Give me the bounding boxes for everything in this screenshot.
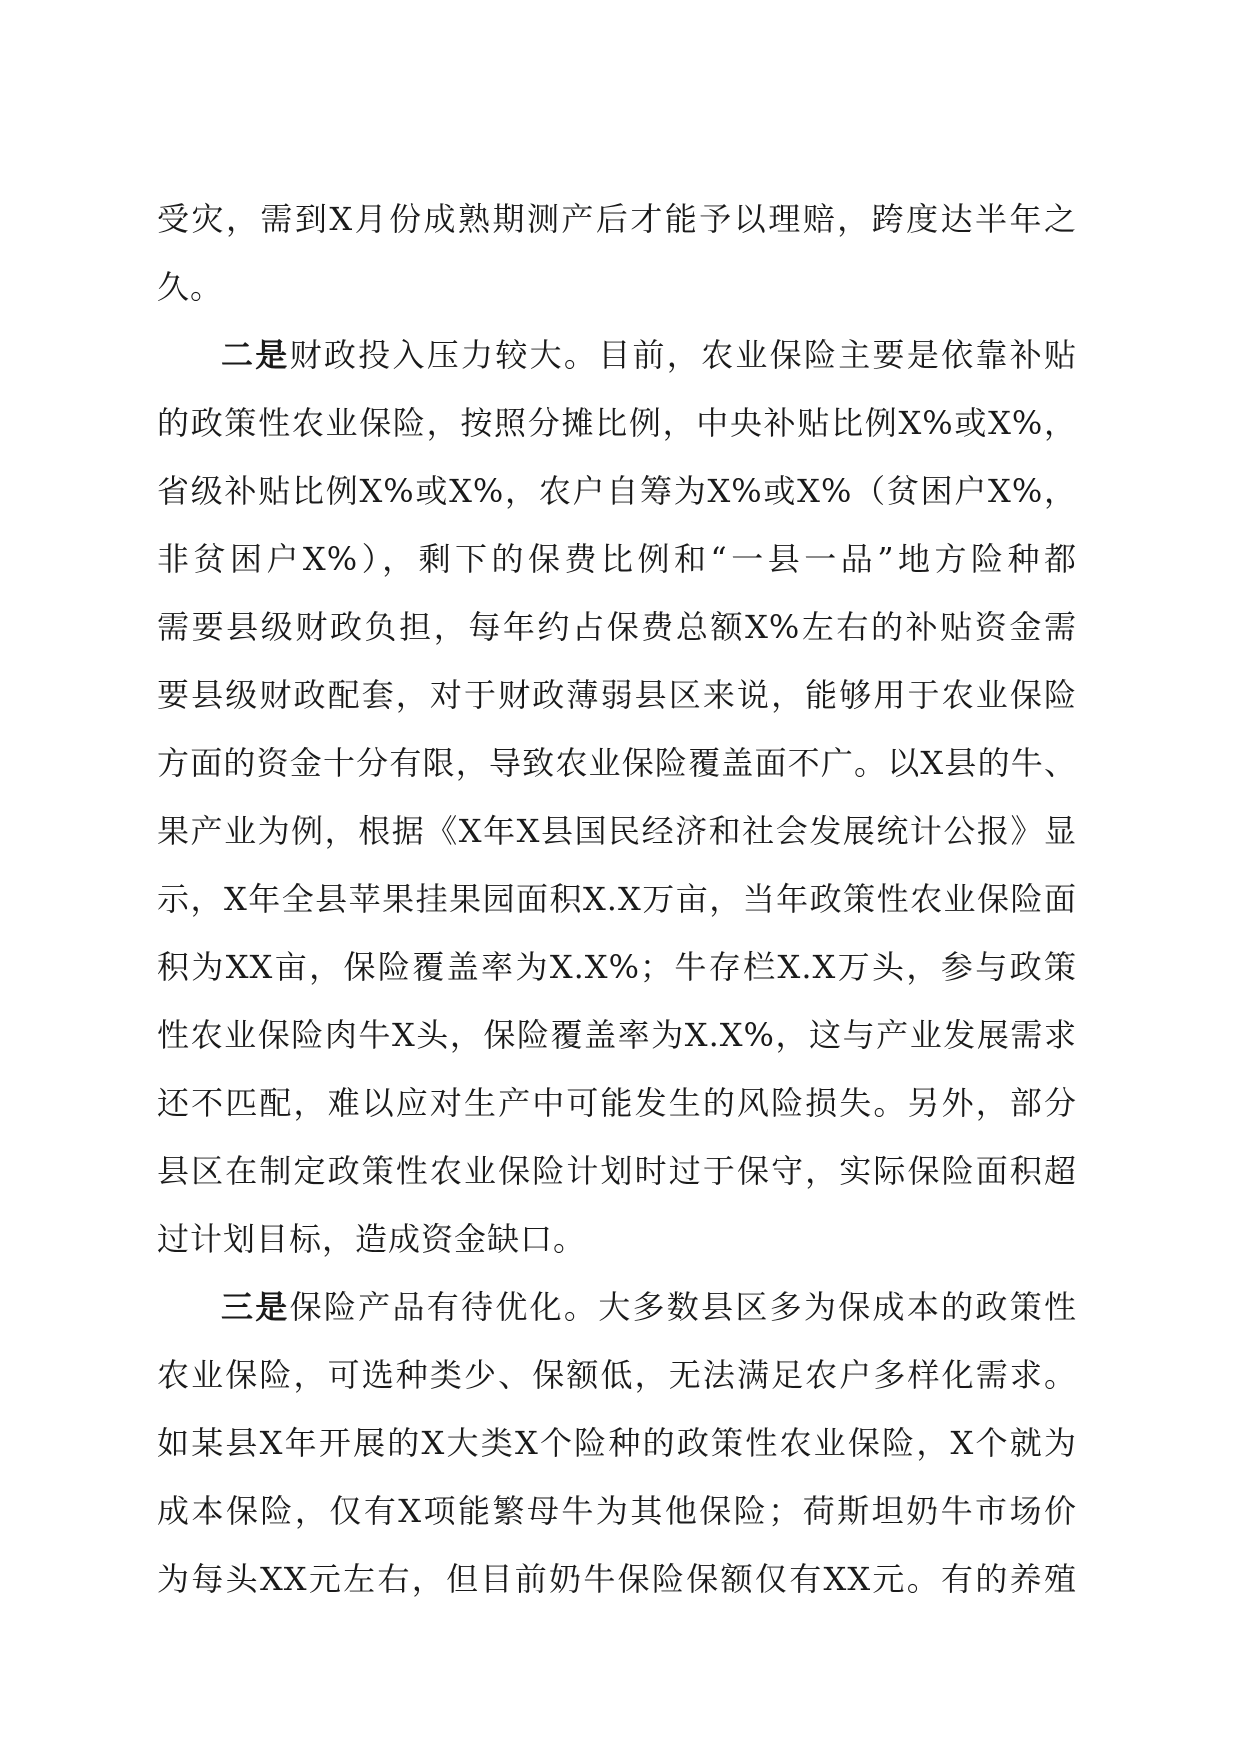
text-line: 非贫困户X%），剩下的保费比例和“一县一品”地方险种都 — [157, 540, 1077, 578]
paragraph-first-line: 二是财政投入压力较大。目前，农业保险主要是依靠补贴 — [221, 336, 1077, 374]
text-line: 如某县X年开展的X大类X个险种的政策性农业保险，X个就为 — [157, 1424, 1077, 1462]
text-line: 的政策性农业保险，按照分摊比例，中央补贴比例X%或X%， — [157, 404, 1077, 442]
text-line: 还不匹配，难以应对生产中可能发生的风险损失。另外，部分 — [157, 1084, 1077, 1122]
text-line: 受灾，需到X月份成熟期测产后才能予以理赔，跨度达半年之 — [157, 200, 1077, 238]
paragraph-first-line: 三是保险产品有待优化。大多数县区多为保成本的政策性 — [221, 1288, 1077, 1326]
text-line: 省级补贴比例X%或X%，农户自筹为X%或X%（贫困户X%， — [157, 472, 1077, 510]
text-line: 要县级财政配套，对于财政薄弱县区来说，能够用于农业保险 — [157, 676, 1077, 714]
text-line: 性农业保险肉牛X头，保险覆盖率为X.X%，这与产业发展需求 — [157, 1016, 1077, 1054]
text-line: 农业保险，可选种类少、保额低，无法满足农户多样化需求。 — [157, 1356, 1077, 1394]
text-line: 成本保险，仅有X项能繁母牛为其他保险；荷斯坦奶牛市场价 — [157, 1492, 1077, 1530]
text-line: 积为XX亩，保险覆盖率为X.X%；牛存栏X.X万头，参与政策 — [157, 948, 1077, 986]
paragraph-lead: 三是 — [221, 1288, 290, 1326]
text-line: 果产业为例，根据《X年X县国民经济和社会发展统计公报》显 — [157, 812, 1077, 850]
text-line: 久。 — [157, 268, 224, 306]
text-line: 示，X年全县苹果挂果园面积X.X万亩，当年政策性农业保险面 — [157, 880, 1077, 918]
text-line: 为每头XX元左右，但目前奶牛保险保额仅有XX元。有的养殖 — [157, 1560, 1077, 1598]
paragraph-lead: 二是 — [221, 336, 290, 374]
text-line: 县区在制定政策性农业保险计划时过于保守，实际保险面积超 — [157, 1152, 1077, 1190]
text-line: 过计划目标，造成资金缺口。 — [157, 1220, 587, 1258]
text-line: 方面的资金十分有限，导致农业保险覆盖面不广。以X县的牛、 — [157, 744, 1077, 782]
text-line: 需要县级财政负担，每年约占保费总额X%左右的补贴资金需 — [157, 608, 1077, 646]
body-text — [157, 185, 1077, 1613]
